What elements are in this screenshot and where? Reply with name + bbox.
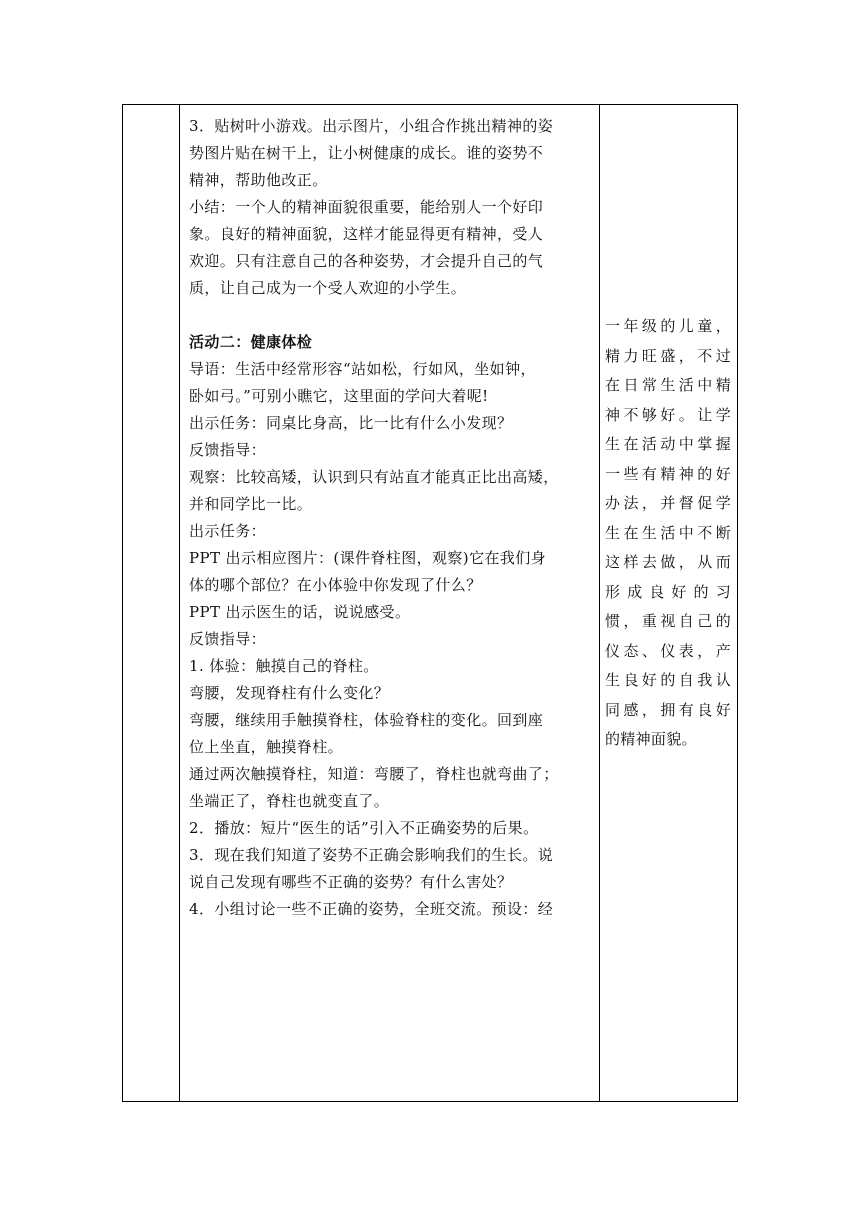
- activity-line: 精神，帮助他改正。: [189, 171, 328, 189]
- column-divider-2: [599, 105, 600, 1101]
- activity-cell: [189, 105, 595, 923]
- activity-line: 坐端正了，脊柱也就变直了。: [189, 792, 390, 810]
- activity-line: 2．播放：短片“医生的话”引入不正确姿势的后果。: [189, 819, 539, 837]
- intent-line: 这样去做，从而: [605, 553, 731, 571]
- lesson-table: [122, 104, 738, 1102]
- activity-line: PPT 出示相应图片：(课件脊柱图，观察)它在我们身: [189, 549, 547, 567]
- activity-line: 观察：比较高矮，认识到只有站直才能真正比出高矮，: [189, 468, 559, 486]
- activity-line: 通过两次触摸脊柱，知道：弯腰了，脊柱也就弯曲了；: [189, 765, 559, 783]
- activity-line: 象。良好的精神面貌，这样才能显得更有精神，受人: [189, 225, 544, 243]
- intent-line: 同感，拥有良好: [605, 700, 731, 719]
- intent-line: 仪态、仪表，产: [605, 641, 731, 660]
- column-divider-1: [179, 105, 180, 1101]
- activity-line: 出示任务：: [189, 522, 267, 540]
- intent-line: 生在活动中掌握: [605, 435, 731, 453]
- intent-line: 一些有精神的好: [605, 464, 731, 483]
- intent-line: 精力旺盛，不过: [605, 346, 731, 365]
- activity-line: 1. 体验：触摸自己的脊柱。: [189, 657, 379, 675]
- activity-line: 欢迎。只有注意自己的各种姿势，才会提升自己的气: [189, 252, 544, 270]
- design-intent-cell: [605, 312, 731, 755]
- activity-line: 说自己发现有哪些不正确的姿势？有什么害处？: [189, 873, 513, 891]
- intent-line: 生良好的自我认: [605, 671, 731, 689]
- activity-line: 出示任务：同桌比身高，比一比有什么小发现？: [189, 414, 513, 432]
- activity-line: 反馈指导：: [189, 441, 267, 459]
- activity-line: 质，让自己成为一个受人欢迎的小学生。: [189, 279, 467, 297]
- intent-line: 在日常生活中精: [605, 376, 731, 394]
- activity-line: 4．小组讨论一些不正确的姿势，全班交流。预设：经: [189, 900, 554, 918]
- intent-line: 形成良好的习: [605, 582, 731, 601]
- activity-line: PPT 出示医生的话，说说感受。: [189, 603, 411, 621]
- intent-line: 神不够好。让学: [605, 405, 731, 424]
- activity-line: 卧如弓。”可别小瞧它，这里面的学问大着呢!: [189, 387, 489, 405]
- intent-line: 一年级的儿童，: [605, 317, 731, 335]
- activity-line: [189, 302, 595, 329]
- activity-line: 弯腰，发现脊柱有什么变化？: [189, 684, 390, 702]
- activity-line: 弯腰，继续用手触摸脊柱，体验脊柱的变化。回到座: [189, 711, 544, 729]
- activity-line: 体的哪个部位？在小体验中你发现了什么？: [189, 576, 482, 594]
- activity-line: 3．贴树叶小游戏。出示图片，小组合作挑出精神的姿: [189, 117, 554, 135]
- intent-line: 办法，并督促学: [605, 494, 731, 512]
- intent-line: 的精神面貌。: [605, 730, 697, 748]
- activity-line: 势图片贴在树干上，让小树健康的成长。谁的姿势不: [189, 144, 544, 162]
- activity-line: 导语：生活中经常形容“站如松，行如风，坐如钟，: [189, 360, 536, 378]
- intent-line: 惯，重视自己的: [605, 612, 731, 630]
- activity-line: 3．现在我们知道了姿势不正确会影响我们的生长。说: [189, 846, 554, 864]
- intent-line: 生在生活中不断: [605, 523, 731, 542]
- activity-line: 并和同学比一比。: [189, 495, 313, 513]
- activity-heading: 活动二：健康体检: [189, 333, 313, 351]
- activity-line: 位上坐直，触摸脊柱。: [189, 738, 344, 756]
- activity-line: 小结：一个人的精神面貌很重要，能给别人一个好印: [189, 198, 544, 216]
- activity-line: 反馈指导：: [189, 630, 267, 648]
